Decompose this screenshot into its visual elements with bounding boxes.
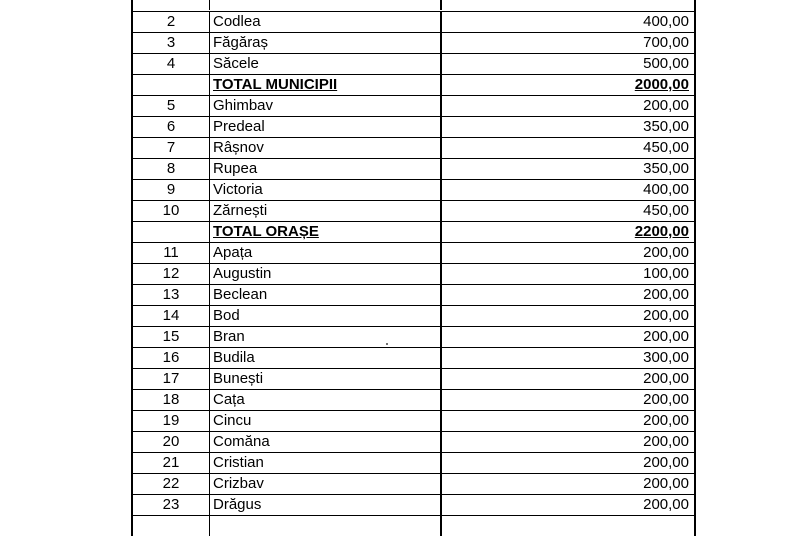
- total-row: [133, 221, 694, 242]
- amount-cell: [444, 516, 692, 536]
- locality-name-cell: Ghimbav: [210, 96, 442, 116]
- amount-cell: 200,00: [643, 496, 689, 513]
- locality-name-cell: Codlea: [210, 12, 442, 32]
- table-row: [133, 452, 694, 473]
- locality-name-cell: Săcele: [210, 54, 442, 74]
- row-number-cell: 19: [133, 411, 210, 431]
- locality-name-cell: Apața: [210, 243, 442, 263]
- locality-name-cell: TOTAL ORAȘE: [210, 222, 442, 242]
- table-row: [133, 347, 694, 368]
- amount-cell: 200,00: [643, 244, 689, 261]
- locality-name-cell: [210, 0, 442, 10]
- amount-cell: 200,00: [643, 370, 689, 387]
- locality-name-cell: Augustin: [210, 264, 442, 284]
- locality-name-cell: Bunești: [210, 369, 442, 389]
- locality-name-cell: Victoria: [210, 180, 442, 200]
- table-row: [133, 494, 694, 515]
- table-row: [133, 32, 694, 53]
- amount-cell: 200,00: [643, 454, 689, 471]
- locality-name-cell: Crizbav: [210, 474, 442, 494]
- row-number-cell: [133, 0, 210, 10]
- row-number-cell: 16: [133, 348, 210, 368]
- locality-name-cell: Drăgus: [210, 495, 442, 515]
- row-number-cell: 5: [133, 96, 210, 116]
- locality-name-cell: Cristian: [210, 453, 442, 473]
- locality-name-cell: Cața: [210, 390, 442, 410]
- table-row: [133, 242, 694, 263]
- scan-speck: [386, 343, 388, 345]
- table-row: [133, 515, 694, 536]
- table-row: [133, 0, 694, 11]
- table-row: [133, 95, 694, 116]
- locality-name-cell: Predeal: [210, 117, 442, 137]
- amount-cell: 350,00: [643, 118, 689, 135]
- amount-cell: 450,00: [643, 139, 689, 156]
- row-number-cell: 23: [133, 495, 210, 515]
- amount-cell: 400,00: [643, 13, 689, 30]
- row-number-cell: 9: [133, 180, 210, 200]
- row-number-cell: 3: [133, 33, 210, 53]
- locality-name-cell: Zărnești: [210, 201, 442, 221]
- amount-cell: 450,00: [643, 202, 689, 219]
- amount-cell: 200,00: [643, 97, 689, 114]
- amount-cell: 300,00: [643, 349, 689, 366]
- amount-cell: 200,00: [643, 433, 689, 450]
- amount-cell: [444, 0, 692, 10]
- row-number-cell: 18: [133, 390, 210, 410]
- table-row: [133, 305, 694, 326]
- row-number-cell: 10: [133, 201, 210, 221]
- total-row: [133, 74, 694, 95]
- table-row: [133, 116, 694, 137]
- row-number-cell: 4: [133, 54, 210, 74]
- table-row: [133, 263, 694, 284]
- row-number-cell: [133, 222, 210, 242]
- row-number-cell: 7: [133, 138, 210, 158]
- locality-name-cell: Comăna: [210, 432, 442, 452]
- row-number-cell: 12: [133, 264, 210, 284]
- amount-cell: 200,00: [643, 328, 689, 345]
- amount-cell: 100,00: [643, 265, 689, 282]
- table-row: [133, 53, 694, 74]
- locality-name-cell: TOTAL MUNICIPII: [210, 75, 442, 95]
- table-row: [133, 389, 694, 410]
- row-number-cell: 20: [133, 432, 210, 452]
- table-row: [133, 137, 694, 158]
- locality-name-cell: Bod: [210, 306, 442, 326]
- row-number-cell: 2: [133, 12, 210, 32]
- table-row: [133, 431, 694, 452]
- amount-cell: 700,00: [643, 34, 689, 51]
- row-number-cell: 8: [133, 159, 210, 179]
- amount-cell: 400,00: [643, 181, 689, 198]
- amount-cell: 200,00: [643, 412, 689, 429]
- amount-cell: 200,00: [643, 475, 689, 492]
- row-number-cell: 14: [133, 306, 210, 326]
- amount-cell: 200,00: [643, 391, 689, 408]
- locality-name-cell: Beclean: [210, 285, 442, 305]
- table-row: [133, 326, 694, 347]
- row-number-cell: 22: [133, 474, 210, 494]
- locality-name-cell: Râșnov: [210, 138, 442, 158]
- locality-name-cell: Rupea: [210, 159, 442, 179]
- amount-cell: 2000,00: [634, 76, 689, 93]
- row-number-cell: [133, 516, 210, 536]
- amount-cell: 350,00: [643, 160, 689, 177]
- locality-name-cell: Cincu: [210, 411, 442, 431]
- table-row: [133, 284, 694, 305]
- amount-cell: 200,00: [643, 286, 689, 303]
- row-number-cell: 15: [133, 327, 210, 347]
- amount-cell: 500,00: [643, 55, 689, 72]
- row-number-cell: 11: [133, 243, 210, 263]
- table-row: [133, 158, 694, 179]
- row-number-cell: 13: [133, 285, 210, 305]
- row-number-cell: 6: [133, 117, 210, 137]
- locality-name-cell: Făgăraș: [210, 33, 442, 53]
- amount-cell: 2200,00: [634, 223, 689, 240]
- table-row: [133, 179, 694, 200]
- row-number-cell: 21: [133, 453, 210, 473]
- locality-name-cell: Bran: [210, 327, 442, 347]
- table-row: [133, 473, 694, 494]
- table-row: [133, 410, 694, 431]
- amount-cell: 200,00: [643, 307, 689, 324]
- locality-name-cell: Budila: [210, 348, 442, 368]
- table-row: [133, 368, 694, 389]
- locality-name-cell: [210, 516, 442, 536]
- allocation-table: [131, 0, 696, 536]
- table-row: [133, 11, 694, 32]
- row-number-cell: 17: [133, 369, 210, 389]
- row-number-cell: [133, 75, 210, 95]
- table-row: [133, 200, 694, 221]
